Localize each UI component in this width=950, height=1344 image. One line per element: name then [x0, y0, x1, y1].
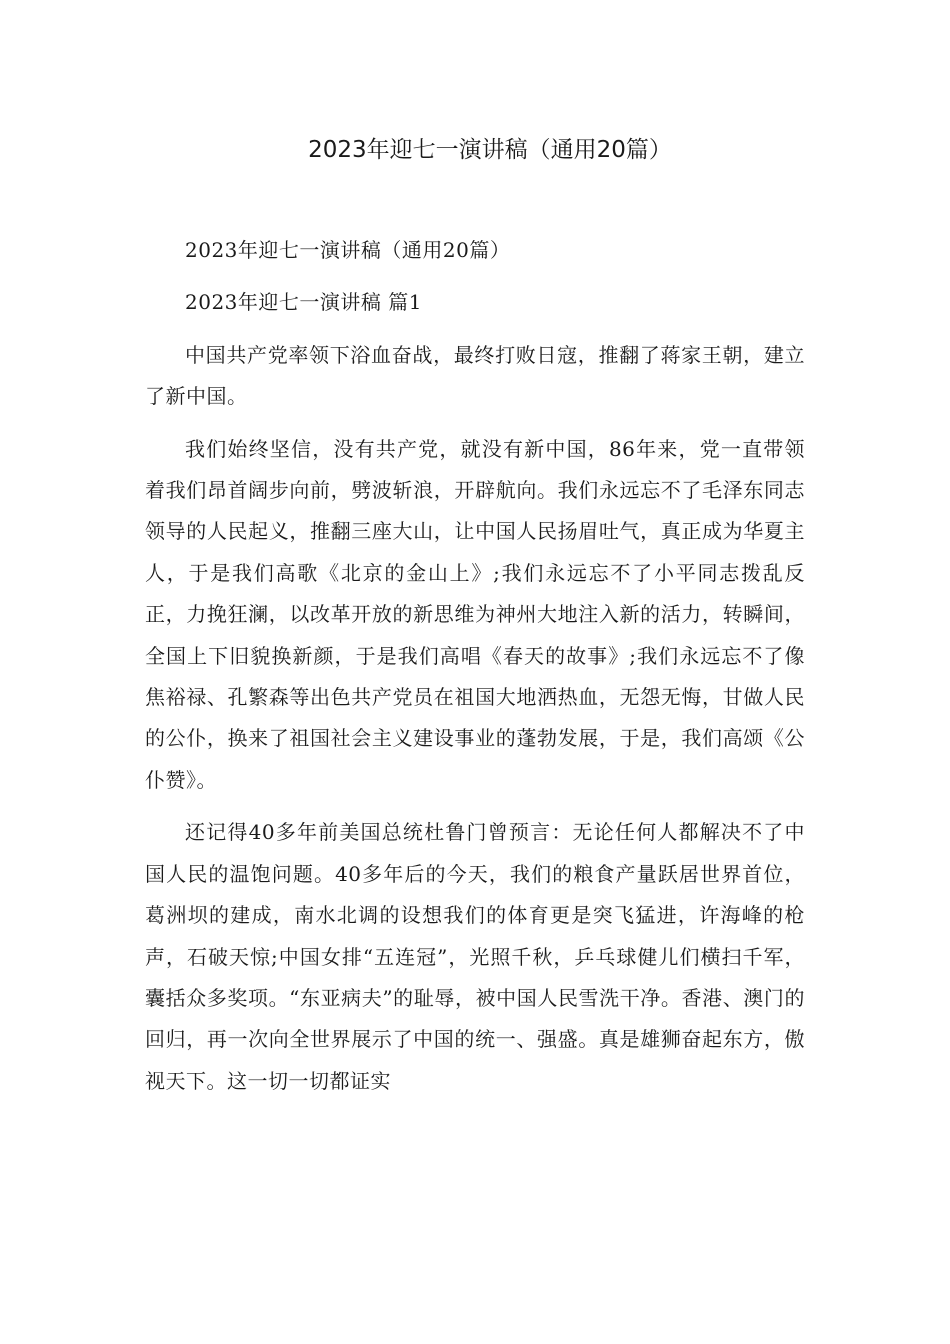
document-title: 2023年迎七一演讲稿（通用20篇） — [308, 137, 672, 163]
paragraph-2: 我们始终坚信，没有共产党，就没有新中国，86年来，党一直带领着我们昂首阔步向前，劈波斩浪，开辟航向。我们永远忘不了毛泽东同志领导的人民起义，推翻三座大山，让中国人民扬眉吐气，真正成为华夏主人，于是我们高歌《北京的金山上》;我们永远忘不了小平同志拨乱反正，力挽狂澜，以改革开放的新思维为神州大地注入新的活力，转瞬间，全国上下旧貌换新颜，于是我们高唱《春天的故事》;我们永远忘不了像焦裕禄、孔繁森等出色共产党员在祖国大地洒热血，无怨无悔，甘做人民的公仆，换来了祖国社会主义建设事业的蓬勃发展，于是，我们高颂《公仆赞》。 — [145, 436, 805, 792]
section-heading: 2023年迎七一演讲稿 篇1 — [185, 290, 422, 315]
document-body — [145, 230, 805, 1113]
subtitle-line: 2023年迎七一演讲稿（通用20篇） — [185, 238, 511, 262]
paragraph-1: 中国共产党率领下浴血奋战，最终打败日寇，推翻了蒋家王朝，建立了新中国。 — [145, 342, 805, 409]
paragraph-3: 还记得40多年前美国总统杜鲁门曾预言：无论任何人都解决不了中国人民的温饱问题。40多年后的今天，我们的粮食产量跃居世界首位，葛洲坝的建成，南水北调的设想我们的体育更是突飞猛进，许海峰的枪声，石破天惊;中国女排“五连冠”，光照千秋，乒乓球健儿们横扫千军，囊括众多奖项。“东亚病夫”的耻辱，被中国人民雪洗干净。香港、澳门的回归，再一次向全世界展示了中国的统一、强盛。真是雄狮奋起东方，傲视天下。这一切一切都证实 — [145, 820, 805, 1093]
